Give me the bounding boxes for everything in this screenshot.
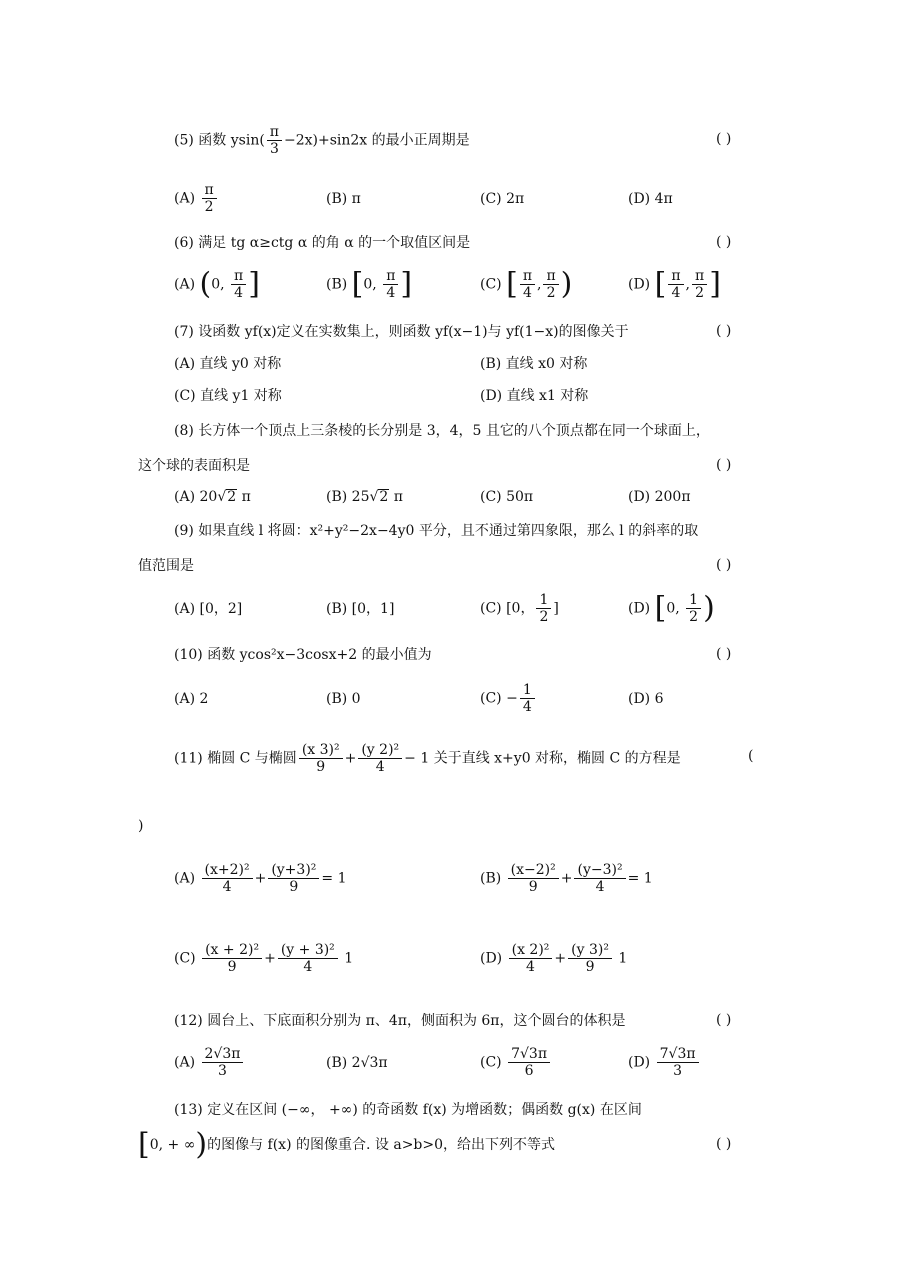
q12-option-c: (C) $\frac{7√3\pi}{6}$	[480, 1046, 552, 1079]
q7-option-c: (C) 直线 y1 对称	[174, 388, 282, 404]
q7-stem: (7) 设函数 yf(x)定义在实数集上，则函数 yf(x−1)与 yf(1−x)的图像关于	[174, 324, 629, 340]
q6-option-d: (D) [ $\frac{\pi}{4}$ , $\frac{\pi}{2}$ ]	[628, 266, 721, 302]
q10-option-d: (D) 6	[628, 691, 664, 707]
q8-option-b: (B) 25√2 π	[326, 489, 403, 505]
q9-stem-line1: (9) 如果直线 l 将圆：x²+y²−2x−4y0 平分，且不通过第四象限，那么 l 的斜率的取	[174, 523, 699, 539]
q8-answer-paren: ( )	[716, 457, 732, 473]
q12-option-b: (B) 2√3π	[326, 1055, 388, 1071]
q5-stem-a: 函数 ysin(	[198, 132, 265, 149]
q12-stem: (12) 圆台上、下底面积分别为 π、4π，侧面积为 6π，这个圆台的体积是	[174, 1013, 626, 1029]
q8-option-d: (D) 200π	[628, 489, 691, 505]
q10-option-b: (B) 0	[326, 691, 361, 707]
q11-paren-close: )	[138, 818, 144, 834]
q5-option-d: (D) 4π	[628, 191, 673, 207]
q11-paren-open: (	[748, 748, 754, 764]
q10-answer-paren: ( )	[716, 646, 732, 662]
q11-option-c: (C) $\frac{\text{(x + 2)²}}{9}$ + $\frac{\text{(y + 3)²}}{4}$ 1	[174, 942, 354, 975]
q12-option-a: (A) $\frac{2√3\pi}{3}$	[174, 1046, 245, 1079]
q7-option-d: (D) 直线 x1 对称	[480, 388, 589, 404]
q11-option-d: (D) $\frac{\text{(x 2)²}}{4}$ + $\frac{\text{(y 3)²}}{9}$ 1	[480, 942, 628, 975]
q10-stem: (10) 函数 ycos²x−3cosx+2 的最小值为	[174, 647, 432, 663]
q6-option-c: (C) [ $\frac{\pi}{4}$ , $\frac{\pi}{2}$ )	[480, 266, 573, 302]
q11-stem: (11) 椭圆 C 与椭圆 $\frac{\text{(x 3)²}}{9}$ + $\frac{\text{(y 2)²}}{4}$ − 1 关于直线 x+y0 对称，椭圆 C 的方程是	[174, 742, 681, 775]
q5-option-b: (B) π	[326, 191, 361, 207]
q9-option-a: (A) [0，2]	[174, 601, 243, 617]
q5-stem-b: −2x)+sin2x 的最小正周期是	[284, 132, 470, 149]
q9-answer-paren: ( )	[716, 557, 732, 573]
q11-option-a: (A) $\frac{\text{(x+2)²}}{4}$ + $\frac{\text{(y+3)²}}{9}$ = 1	[174, 862, 347, 895]
q9-option-d: (D) [0, $\frac{1}{2}$ )	[628, 590, 715, 626]
q6-option-b: (B) [0, $\frac{\pi}{4}$ ]	[326, 266, 413, 302]
q9-option-b: (B) [0，1]	[326, 601, 395, 617]
q8-option-c: (C) 50π	[480, 489, 534, 505]
q12-answer-paren: ( )	[716, 1012, 732, 1028]
q6-answer-paren: ( )	[716, 234, 732, 250]
q13-answer-paren: ( )	[716, 1136, 732, 1152]
q10-option-c: (C) − $\frac{1}{4}$	[480, 682, 537, 715]
q7-option-b: (B) 直线 x0 对称	[480, 356, 588, 372]
q9-option-c: (C) [0， $\frac{1}{2}$ ]	[480, 592, 559, 625]
q5-option-a: (A) $\frac{\pi}{2}$	[174, 182, 219, 215]
q8-option-a: (A) 20√2 π	[174, 489, 251, 505]
q13-stem-line1: (13) 定义在区间 (−∞， +∞) 的奇函数 f(x) 为增函数；偶函数 g(x) 在区间	[174, 1102, 642, 1118]
q8-stem-line1: (8) 长方体一个顶点上三条棱的长分别是 3，4，5 且它的八个顶点都在同一个球面上，	[174, 423, 710, 439]
q5-stem: (5)	[174, 132, 194, 149]
q6-option-a: (A) (0, $\frac{\pi}{4}$ ]	[174, 266, 260, 302]
q13-stem-line2: [0, + ∞)的图像与 f(x) 的图像重合. 设 a>b>0，给出下列不等式	[138, 1127, 556, 1162]
q11-option-b: (B) $\frac{\text{(x−2)²}}{9}$ + $\frac{\text{(y−3)²}}{4}$ = 1	[480, 862, 653, 895]
q6-stem: (6) 满足 tg α≥ctg α 的角 α 的一个取值区间是	[174, 235, 471, 251]
q5-option-c: (C) 2π	[480, 191, 525, 207]
q10-option-a: (A) 2	[174, 691, 209, 707]
q8-stem-line2: 这个球的表面积是	[138, 458, 250, 474]
q5-fraction: $\frac{\pi}{3}$	[267, 124, 282, 157]
q7-answer-paren: ( )	[716, 323, 732, 339]
q12-option-d: (D) $\frac{7√3\pi}{3}$	[628, 1046, 701, 1079]
q5-answer-paren: ( )	[716, 131, 732, 147]
q7-option-a: (A) 直线 y0 对称	[174, 356, 282, 372]
q9-stem-line2: 值范围是	[138, 558, 194, 574]
